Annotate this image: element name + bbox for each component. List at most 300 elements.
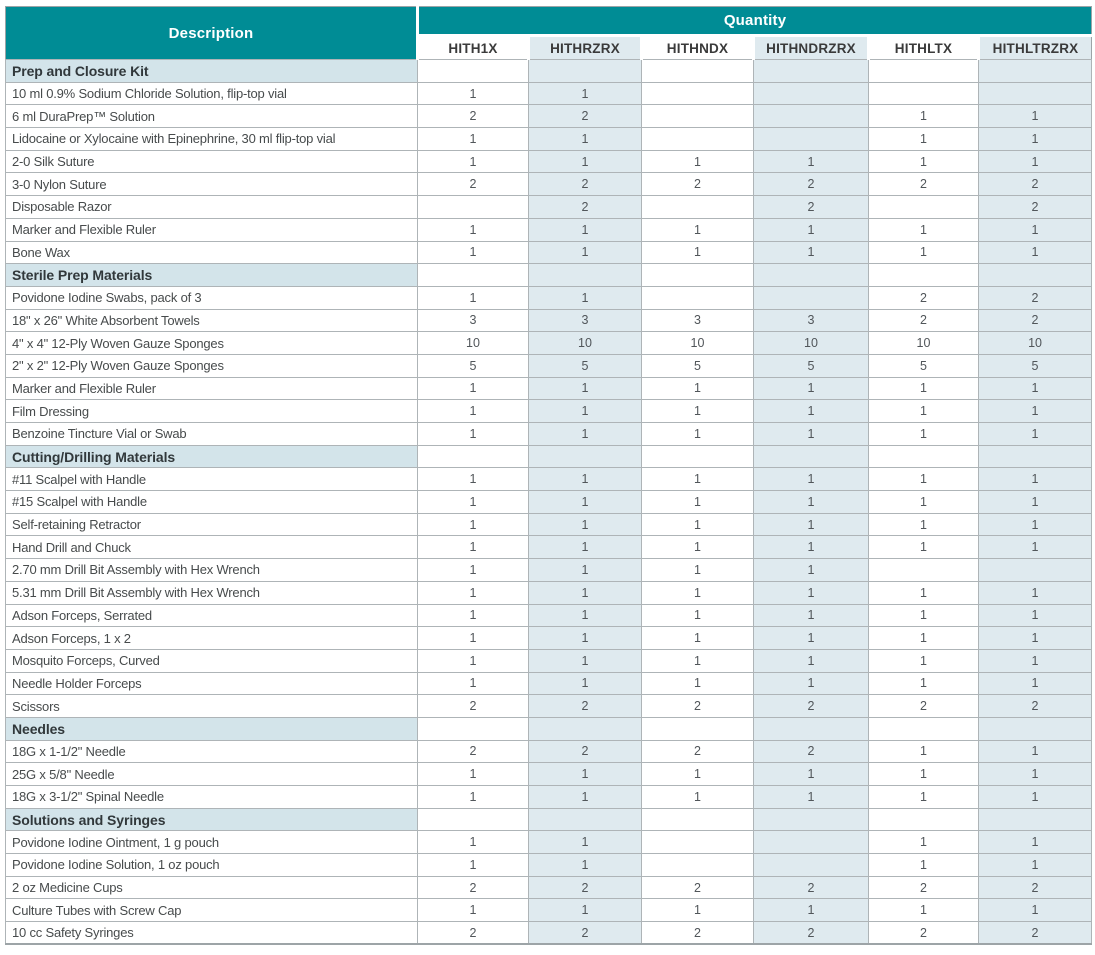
quantity-cell: 1 (754, 423, 869, 446)
empty-quantity-cell (979, 60, 1092, 83)
empty-quantity-cell (869, 196, 979, 219)
quantity-cell: 2 (979, 922, 1092, 945)
quantity-cell: 2 (979, 876, 1092, 899)
empty-quantity-cell (869, 264, 979, 287)
column-header-hith1x: HITH1X (418, 36, 529, 60)
quantity-cell: 1 (869, 581, 979, 604)
quantity-cell: 1 (642, 672, 754, 695)
empty-quantity-cell (418, 196, 529, 219)
empty-quantity-cell (418, 717, 529, 740)
quantity-cell: 2 (529, 740, 642, 763)
item-row (6, 559, 1092, 582)
quantity-cell: 1 (979, 128, 1092, 151)
quantity-cell: 1 (529, 786, 642, 809)
empty-quantity-cell (642, 264, 754, 287)
section-title: Sterile Prep Materials (6, 264, 418, 287)
quantity-cell: 1 (979, 423, 1092, 446)
quantity-cell: 1 (418, 786, 529, 809)
quantity-cell: 1 (754, 536, 869, 559)
quantity-cell: 1 (979, 763, 1092, 786)
empty-quantity-cell (642, 831, 754, 854)
quantity-cell: 1 (754, 241, 869, 264)
quantity-cell: 1 (529, 491, 642, 514)
item-row (6, 876, 1092, 899)
quantity-cell: 1 (869, 672, 979, 695)
quantity-cell: 1 (869, 831, 979, 854)
kit-quantity-table (5, 6, 1092, 945)
item-row (6, 423, 1092, 446)
item-row (6, 218, 1092, 241)
quantity-cell: 2 (418, 173, 529, 196)
quantity-cell: 1 (979, 740, 1092, 763)
item-description: Benzoine Tincture Vial or Swab (6, 423, 418, 446)
quantity-cell: 1 (869, 377, 979, 400)
item-row (6, 400, 1092, 423)
item-row (6, 105, 1092, 128)
quantity-cell: 10 (754, 332, 869, 355)
empty-quantity-cell (642, 105, 754, 128)
quantity-cell: 1 (979, 468, 1092, 491)
empty-quantity-cell (418, 264, 529, 287)
empty-quantity-cell (754, 445, 869, 468)
quantity-cell: 1 (754, 786, 869, 809)
description-header: Description (6, 7, 418, 60)
quantity-cell: 1 (979, 581, 1092, 604)
quantity-cell: 1 (529, 831, 642, 854)
quantity-cell: 1 (418, 491, 529, 514)
item-row (6, 627, 1092, 650)
section-header-row (6, 264, 1092, 287)
quantity-cell: 1 (754, 218, 869, 241)
item-row (6, 536, 1092, 559)
quantity-cell: 1 (979, 786, 1092, 809)
quantity-cell: 1 (869, 468, 979, 491)
item-description: Povidone Iodine Ointment, 1 g pouch (6, 831, 418, 854)
empty-quantity-cell (754, 286, 869, 309)
item-description: Povidone Iodine Swabs, pack of 3 (6, 286, 418, 309)
quantity-cell: 1 (529, 423, 642, 446)
quantity-cell: 2 (642, 922, 754, 945)
quantity-cell: 2 (418, 922, 529, 945)
quantity-cell: 1 (418, 581, 529, 604)
quantity-cell: 1 (418, 128, 529, 151)
quantity-cell: 1 (754, 468, 869, 491)
quantity-cell: 2 (529, 876, 642, 899)
empty-quantity-cell (642, 60, 754, 83)
empty-quantity-cell (529, 60, 642, 83)
quantity-cell: 1 (979, 150, 1092, 173)
quantity-cell: 5 (979, 354, 1092, 377)
item-description: Scissors (6, 695, 418, 718)
item-description: 10 ml 0.9% Sodium Chloride Solution, flip-top vial (6, 82, 418, 105)
empty-quantity-cell (754, 60, 869, 83)
empty-quantity-cell (642, 82, 754, 105)
quantity-cell: 3 (418, 309, 529, 332)
quantity-cell: 1 (529, 559, 642, 582)
quantity-cell: 10 (529, 332, 642, 355)
quantity-cell: 2 (869, 286, 979, 309)
quantity-cell: 1 (642, 627, 754, 650)
quantity-cell: 5 (418, 354, 529, 377)
item-row (6, 854, 1092, 877)
item-description: 2" x 2" 12-Ply Woven Gauze Sponges (6, 354, 418, 377)
column-header-hithndrzrx: HITHNDRZRX (754, 36, 869, 60)
quantity-cell: 1 (869, 400, 979, 423)
quantity-cell: 1 (529, 604, 642, 627)
quantity-cell: 2 (529, 922, 642, 945)
item-description: 5.31 mm Drill Bit Assembly with Hex Wrench (6, 581, 418, 604)
quantity-cell: 2 (869, 309, 979, 332)
item-description: 2 oz Medicine Cups (6, 876, 418, 899)
quantity-cell: 1 (642, 241, 754, 264)
quantity-cell: 1 (529, 627, 642, 650)
empty-quantity-cell (869, 808, 979, 831)
empty-quantity-cell (529, 264, 642, 287)
quantity-cell: 1 (754, 400, 869, 423)
item-description: 2-0 Silk Suture (6, 150, 418, 173)
quantity-cell: 1 (418, 649, 529, 672)
quantity-cell: 1 (979, 854, 1092, 877)
item-description: #15 Scalpel with Handle (6, 491, 418, 514)
quantity-cell: 1 (529, 513, 642, 536)
item-description: Needle Holder Forceps (6, 672, 418, 695)
quantity-cell: 1 (979, 241, 1092, 264)
empty-quantity-cell (754, 264, 869, 287)
quantity-cell: 1 (869, 604, 979, 627)
item-description: Adson Forceps, 1 x 2 (6, 627, 418, 650)
quantity-cell: 1 (418, 423, 529, 446)
quantity-cell: 1 (754, 604, 869, 627)
item-row (6, 513, 1092, 536)
quantity-cell: 1 (869, 786, 979, 809)
quantity-cell: 2 (754, 196, 869, 219)
quantity-cell: 1 (869, 150, 979, 173)
empty-quantity-cell (642, 196, 754, 219)
item-description: 2.70 mm Drill Bit Assembly with Hex Wrench (6, 559, 418, 582)
empty-quantity-cell (529, 445, 642, 468)
quantity-cell: 2 (529, 196, 642, 219)
quantity-cell: 1 (529, 150, 642, 173)
quantity-cell: 1 (418, 218, 529, 241)
empty-quantity-cell (754, 82, 869, 105)
quantity-cell: 1 (529, 241, 642, 264)
item-description: #11 Scalpel with Handle (6, 468, 418, 491)
table-body (6, 60, 1092, 945)
quantity-cell: 1 (418, 627, 529, 650)
item-row (6, 196, 1092, 219)
quantity-cell: 1 (529, 763, 642, 786)
quantity-cell: 1 (642, 763, 754, 786)
quantity-cell: 2 (979, 695, 1092, 718)
empty-quantity-cell (754, 854, 869, 877)
quantity-cell: 1 (529, 649, 642, 672)
quantity-cell: 2 (642, 876, 754, 899)
quantity-cell: 1 (418, 468, 529, 491)
quantity-cell: 1 (529, 672, 642, 695)
quantity-cell: 2 (979, 196, 1092, 219)
quantity-cell: 3 (642, 309, 754, 332)
column-header-hithndx: HITHNDX (642, 36, 754, 60)
empty-quantity-cell (754, 105, 869, 128)
item-row (6, 831, 1092, 854)
section-header-row (6, 60, 1092, 83)
quantity-cell: 1 (869, 218, 979, 241)
item-description: Adson Forceps, Serrated (6, 604, 418, 627)
empty-quantity-cell (979, 445, 1092, 468)
quantity-cell: 2 (529, 695, 642, 718)
quantity-cell: 2 (529, 105, 642, 128)
quantity-cell: 1 (529, 128, 642, 151)
empty-quantity-cell (642, 717, 754, 740)
quantity-cell: 2 (754, 695, 869, 718)
quantity-cell: 1 (418, 763, 529, 786)
item-description: 18G x 1-1/2" Needle (6, 740, 418, 763)
quantity-cell: 2 (869, 173, 979, 196)
empty-quantity-cell (754, 808, 869, 831)
quantity-cell: 1 (754, 491, 869, 514)
empty-quantity-cell (869, 717, 979, 740)
quantity-cell: 1 (642, 559, 754, 582)
item-description: 25G x 5/8" Needle (6, 763, 418, 786)
quantity-cell: 1 (642, 513, 754, 536)
item-description: Marker and Flexible Ruler (6, 218, 418, 241)
quantity-cell: 2 (754, 876, 869, 899)
item-row (6, 82, 1092, 105)
item-row (6, 922, 1092, 945)
quantity-cell: 1 (754, 559, 869, 582)
section-header-row (6, 445, 1092, 468)
item-description: Mosquito Forceps, Curved (6, 649, 418, 672)
item-description: Disposable Razor (6, 196, 418, 219)
quantity-cell: 3 (754, 309, 869, 332)
quantity-cell: 2 (418, 876, 529, 899)
empty-quantity-cell (979, 82, 1092, 105)
quantity-cell: 1 (979, 831, 1092, 854)
empty-quantity-cell (529, 717, 642, 740)
quantity-cell: 1 (642, 649, 754, 672)
empty-quantity-cell (642, 286, 754, 309)
quantity-cell: 1 (869, 536, 979, 559)
item-row (6, 354, 1092, 377)
quantity-cell: 1 (979, 513, 1092, 536)
quantity-cell: 1 (869, 128, 979, 151)
empty-quantity-cell (642, 808, 754, 831)
item-description: Culture Tubes with Screw Cap (6, 899, 418, 922)
quantity-cell: 10 (642, 332, 754, 355)
quantity-cell: 1 (642, 150, 754, 173)
quantity-cell: 1 (529, 218, 642, 241)
section-title: Needles (6, 717, 418, 740)
empty-quantity-cell (979, 264, 1092, 287)
item-description: 18G x 3-1/2" Spinal Needle (6, 786, 418, 809)
quantity-cell: 2 (869, 695, 979, 718)
empty-quantity-cell (754, 128, 869, 151)
quantity-cell: 1 (754, 649, 869, 672)
quantity-cell: 1 (979, 377, 1092, 400)
quantity-cell: 1 (642, 377, 754, 400)
quantity-cell: 1 (869, 763, 979, 786)
quantity-cell: 1 (418, 82, 529, 105)
item-row (6, 786, 1092, 809)
quantity-cell: 10 (869, 332, 979, 355)
quantity-cell: 1 (418, 286, 529, 309)
quantity-cell: 1 (418, 513, 529, 536)
item-row (6, 173, 1092, 196)
item-row (6, 309, 1092, 332)
empty-quantity-cell (979, 559, 1092, 582)
quantity-cell: 1 (418, 854, 529, 877)
quantity-cell: 1 (529, 400, 642, 423)
item-row (6, 672, 1092, 695)
quantity-cell: 1 (529, 581, 642, 604)
quantity-cell: 2 (754, 922, 869, 945)
item-row (6, 128, 1092, 151)
item-description: Bone Wax (6, 241, 418, 264)
empty-quantity-cell (754, 831, 869, 854)
table-header (6, 7, 1092, 60)
item-row (6, 150, 1092, 173)
item-row (6, 332, 1092, 355)
quantity-cell: 1 (754, 672, 869, 695)
quantity-cell: 1 (418, 536, 529, 559)
quantity-cell: 1 (869, 649, 979, 672)
quantity-cell: 1 (869, 513, 979, 536)
quantity-cell: 1 (529, 377, 642, 400)
quantity-cell: 1 (418, 672, 529, 695)
quantity-cell: 1 (418, 899, 529, 922)
quantity-cell: 2 (754, 173, 869, 196)
quantity-cell: 1 (418, 400, 529, 423)
quantity-cell: 1 (642, 536, 754, 559)
item-description: 10 cc Safety Syringes (6, 922, 418, 945)
quantity-cell: 1 (642, 468, 754, 491)
item-description: 3-0 Nylon Suture (6, 173, 418, 196)
item-row (6, 286, 1092, 309)
quantity-cell: 1 (869, 423, 979, 446)
item-description: Povidone Iodine Solution, 1 oz pouch (6, 854, 418, 877)
quantity-cell: 2 (642, 173, 754, 196)
quantity-cell: 1 (869, 241, 979, 264)
quantity-cell: 5 (529, 354, 642, 377)
quantity-cell: 3 (529, 309, 642, 332)
column-header-hithltrzrx: HITHLTRZRX (979, 36, 1092, 60)
empty-quantity-cell (979, 808, 1092, 831)
quantity-cell: 1 (979, 536, 1092, 559)
quantity-cell: 2 (642, 695, 754, 718)
quantity-cell: 5 (869, 354, 979, 377)
section-title: Prep and Closure Kit (6, 60, 418, 83)
quantity-cell: 1 (642, 218, 754, 241)
quantity-cell: 1 (979, 627, 1092, 650)
item-row (6, 377, 1092, 400)
quantity-cell: 1 (418, 604, 529, 627)
quantity-cell: 2 (869, 922, 979, 945)
quantity-cell: 2 (979, 286, 1092, 309)
quantity-cell: 2 (642, 740, 754, 763)
item-description: Self-retaining Retractor (6, 513, 418, 536)
quantity-cell: 1 (418, 377, 529, 400)
quantity-cell: 1 (529, 854, 642, 877)
quantity-cell: 2 (979, 173, 1092, 196)
quantity-cell: 2 (529, 173, 642, 196)
quantity-cell: 1 (869, 491, 979, 514)
quantity-cell: 1 (754, 899, 869, 922)
quantity-cell: 1 (642, 581, 754, 604)
item-row (6, 899, 1092, 922)
quantity-cell: 1 (869, 854, 979, 877)
item-row (6, 604, 1092, 627)
quantity-cell: 2 (869, 876, 979, 899)
item-description: Lidocaine or Xylocaine with Epinephrine, 30 ml flip-top vial (6, 128, 418, 151)
quantity-cell: 1 (979, 604, 1092, 627)
item-description: Hand Drill and Chuck (6, 536, 418, 559)
empty-quantity-cell (418, 445, 529, 468)
quantity-cell: 1 (642, 786, 754, 809)
empty-quantity-cell (869, 60, 979, 83)
section-header-row (6, 717, 1092, 740)
empty-quantity-cell (642, 854, 754, 877)
section-header-row (6, 808, 1092, 831)
quantity-cell: 1 (979, 672, 1092, 695)
column-header-hithltx: HITHLTX (869, 36, 979, 60)
item-row (6, 649, 1092, 672)
quantity-cell: 1 (418, 150, 529, 173)
item-description: Film Dressing (6, 400, 418, 423)
empty-quantity-cell (754, 717, 869, 740)
item-description: 4" x 4" 12-Ply Woven Gauze Sponges (6, 332, 418, 355)
quantity-cell: 5 (642, 354, 754, 377)
quantity-cell: 2 (418, 105, 529, 128)
empty-quantity-cell (979, 717, 1092, 740)
item-row (6, 740, 1092, 763)
quantity-header: Quantity (418, 7, 1092, 36)
empty-quantity-cell (642, 128, 754, 151)
column-header-hithrzrx: HITHRZRX (529, 36, 642, 60)
quantity-cell: 1 (642, 423, 754, 446)
section-title: Solutions and Syringes (6, 808, 418, 831)
quantity-cell: 1 (979, 649, 1092, 672)
quantity-cell: 1 (754, 513, 869, 536)
quantity-cell: 5 (754, 354, 869, 377)
empty-quantity-cell (529, 808, 642, 831)
item-row (6, 581, 1092, 604)
item-description: 6 ml DuraPrep™ Solution (6, 105, 418, 128)
quantity-cell: 1 (642, 400, 754, 423)
quantity-cell: 1 (418, 241, 529, 264)
quantity-cell: 1 (754, 763, 869, 786)
section-title: Cutting/Drilling Materials (6, 445, 418, 468)
quantity-cell: 2 (754, 740, 869, 763)
item-row (6, 491, 1092, 514)
quantity-cell: 10 (979, 332, 1092, 355)
quantity-cell: 2 (418, 695, 529, 718)
quantity-cell: 1 (529, 82, 642, 105)
quantity-cell: 1 (642, 899, 754, 922)
quantity-cell: 1 (529, 468, 642, 491)
quantity-cell: 1 (979, 400, 1092, 423)
quantity-cell: 1 (529, 286, 642, 309)
quantity-cell: 2 (979, 309, 1092, 332)
quantity-cell: 1 (754, 150, 869, 173)
quantity-cell: 10 (418, 332, 529, 355)
quantity-cell: 1 (979, 899, 1092, 922)
quantity-cell: 1 (979, 105, 1092, 128)
item-description: Marker and Flexible Ruler (6, 377, 418, 400)
item-row (6, 241, 1092, 264)
quantity-cell: 1 (979, 491, 1092, 514)
empty-quantity-cell (869, 82, 979, 105)
quantity-cell: 1 (642, 491, 754, 514)
